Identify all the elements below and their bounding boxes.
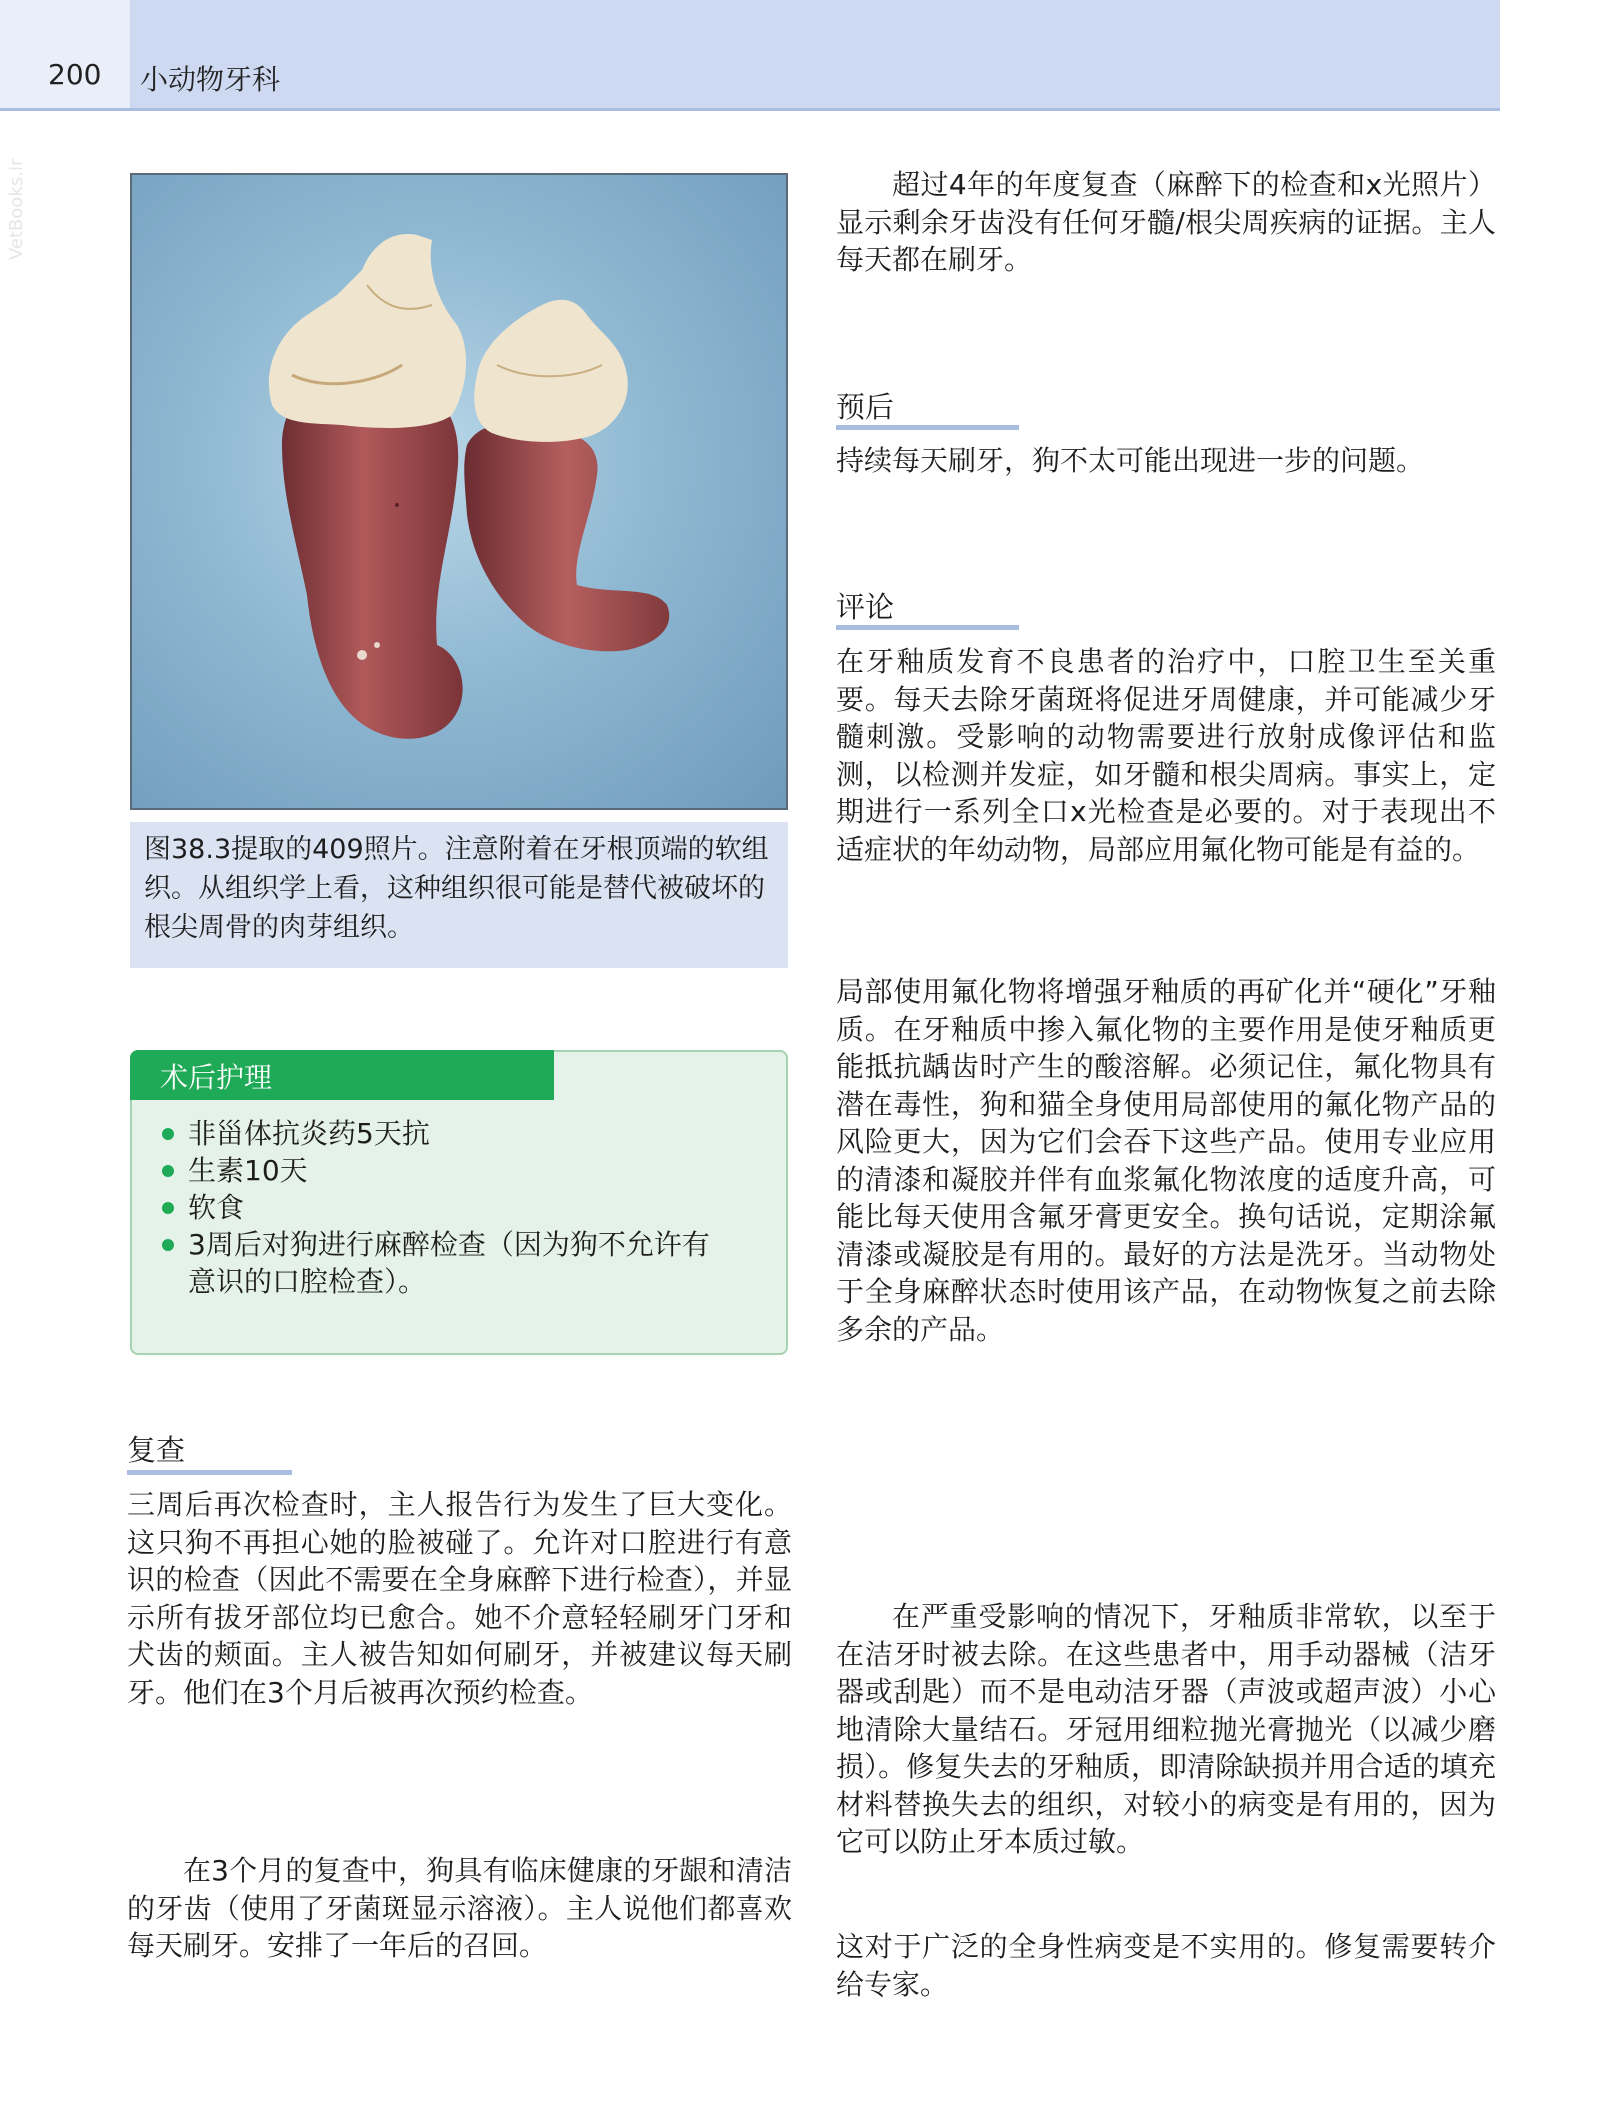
list-item-text: 3周后对狗进行麻醉检查（因为狗不允许有意识的口腔检查）。: [188, 1228, 710, 1298]
bullet-icon: [162, 1165, 174, 1177]
list-item: [162, 1115, 723, 1152]
comment-paragraph-2: 局部使用氟化物将增强牙釉质的再矿化并“硬化”牙釉质。在牙釉质中掺入氟化物的主要作用是使牙釉质更能抵抗龋齿时产生的酸溶解。必须记住，氟化物具有潜在毒性，狗和猫全身使用局部使用的氟化物产品的风险更大，因为它们会吞下这些产品。使用专业应用的清漆和凝胶并伴有血浆氟化物浓度的适度升高，可能比每天使用含氟牙膏更安全。换句话说，定期涂氟清漆或凝胶是有用的。最好的方法是洗牙。当动物处于全身麻醉状态时使用该产品，在动物恢复之前去除多余的产品。: [836, 975, 1496, 1346]
bullet-icon: [162, 1128, 174, 1140]
annual-recheck-paragraph: 超过4年的年度复查（麻醉下的检查和x光照片）显示剩余牙齿没有任何牙髓/根尖周疾病的证据。主人每天都在刷牙。: [836, 168, 1496, 276]
recheck-paragraph-2: 在3个月的复查中，狗具有临床健康的牙龈和清洁的牙齿（使用了牙菌斑显示溶液）。主人说他们都喜欢每天刷牙。安排了一年后的召回。: [127, 1854, 792, 1962]
list-item-text: 生素10天: [188, 1154, 308, 1187]
figure-caption: 图38.3提取的409照片。注意附着在牙根顶端的软组织。从组织学上看，这种组织很可能是替代被破坏的根尖周骨的肉芽组织。: [144, 834, 769, 943]
book-title: 小动物牙科: [140, 63, 281, 96]
page-number: 200: [48, 58, 102, 91]
watermark: VetBooks.ir: [6, 158, 27, 260]
prognosis-paragraph: 持续每天刷牙，狗不太可能出现进一步的问题。: [836, 444, 1425, 477]
figure-caption-box: [130, 822, 788, 968]
figure-photo: [130, 173, 788, 810]
recheck-heading-rule: [127, 1470, 292, 1475]
prognosis-heading: 预后: [836, 390, 895, 424]
extracted-teeth-illustration: [132, 175, 788, 810]
list-item: [162, 1226, 723, 1300]
comment-heading-rule: [836, 625, 1019, 630]
postop-care-title-bar: [130, 1050, 554, 1100]
comment-paragraph-4: 这对于广泛的全身性病变是不实用的。修复需要转介给专家。: [836, 1930, 1496, 2001]
recheck-paragraph-1: 三周后再次检查时，主人报告行为发生了巨大变化。这只狗不再担心她的脸被碰了。允许对口腔进行有意识的检查（因此不需要在全身麻醉下进行检查），并显示所有拔牙部位均已愈合。她不介意轻轻刷牙门牙和犬齿的颊面。主人被告知如何刷牙，并被建议每天刷牙。他们在3个月后被再次预约检查。: [127, 1488, 792, 1709]
bullet-icon: [162, 1202, 174, 1214]
comment-paragraph-3: 在严重受影响的情况下，牙釉质非常软，以至于在洁牙时被去除。在这些患者中，用手动器械（洁牙器或刮匙）而不是电动洁牙器（声波或超声波）小心地清除大量结石。牙冠用细粒抛光膏抛光（以减少磨损）。修复失去的牙釉质，即清除缺损并用合适的填充材料替换失去的组织，对较小的病变是有用的，因为它可以防止牙本质过敏。: [836, 1600, 1496, 1858]
comment-heading: 评论: [836, 590, 895, 624]
recheck-heading: 复查: [127, 1433, 186, 1467]
comment-paragraph-1: 在牙釉质发育不良患者的治疗中，口腔卫生至关重要。每天去除牙菌斑将促进牙周健康，并可能减少牙髓刺激。受影响的动物需要进行放射成像评估和监测，以检测并发症，如牙髓和根尖周病。事实上，定期进行一系列全口x光检查是必要的。对于表现出不适症状的年幼动物，局部应用氟化物可能是有益的。: [836, 645, 1496, 866]
list-item-text: 软食: [188, 1191, 245, 1224]
postop-care-title: 术后护理: [160, 1061, 273, 1094]
postop-care-box: [130, 1050, 788, 1355]
page-number-box: [0, 0, 130, 108]
prognosis-heading-rule: [836, 425, 1019, 430]
list-item-text: 非甾体抗炎药5天抗: [188, 1117, 430, 1150]
list-item: [162, 1152, 723, 1189]
postop-care-list: [162, 1115, 723, 1300]
list-item: [162, 1189, 723, 1226]
bullet-icon: [162, 1239, 174, 1251]
